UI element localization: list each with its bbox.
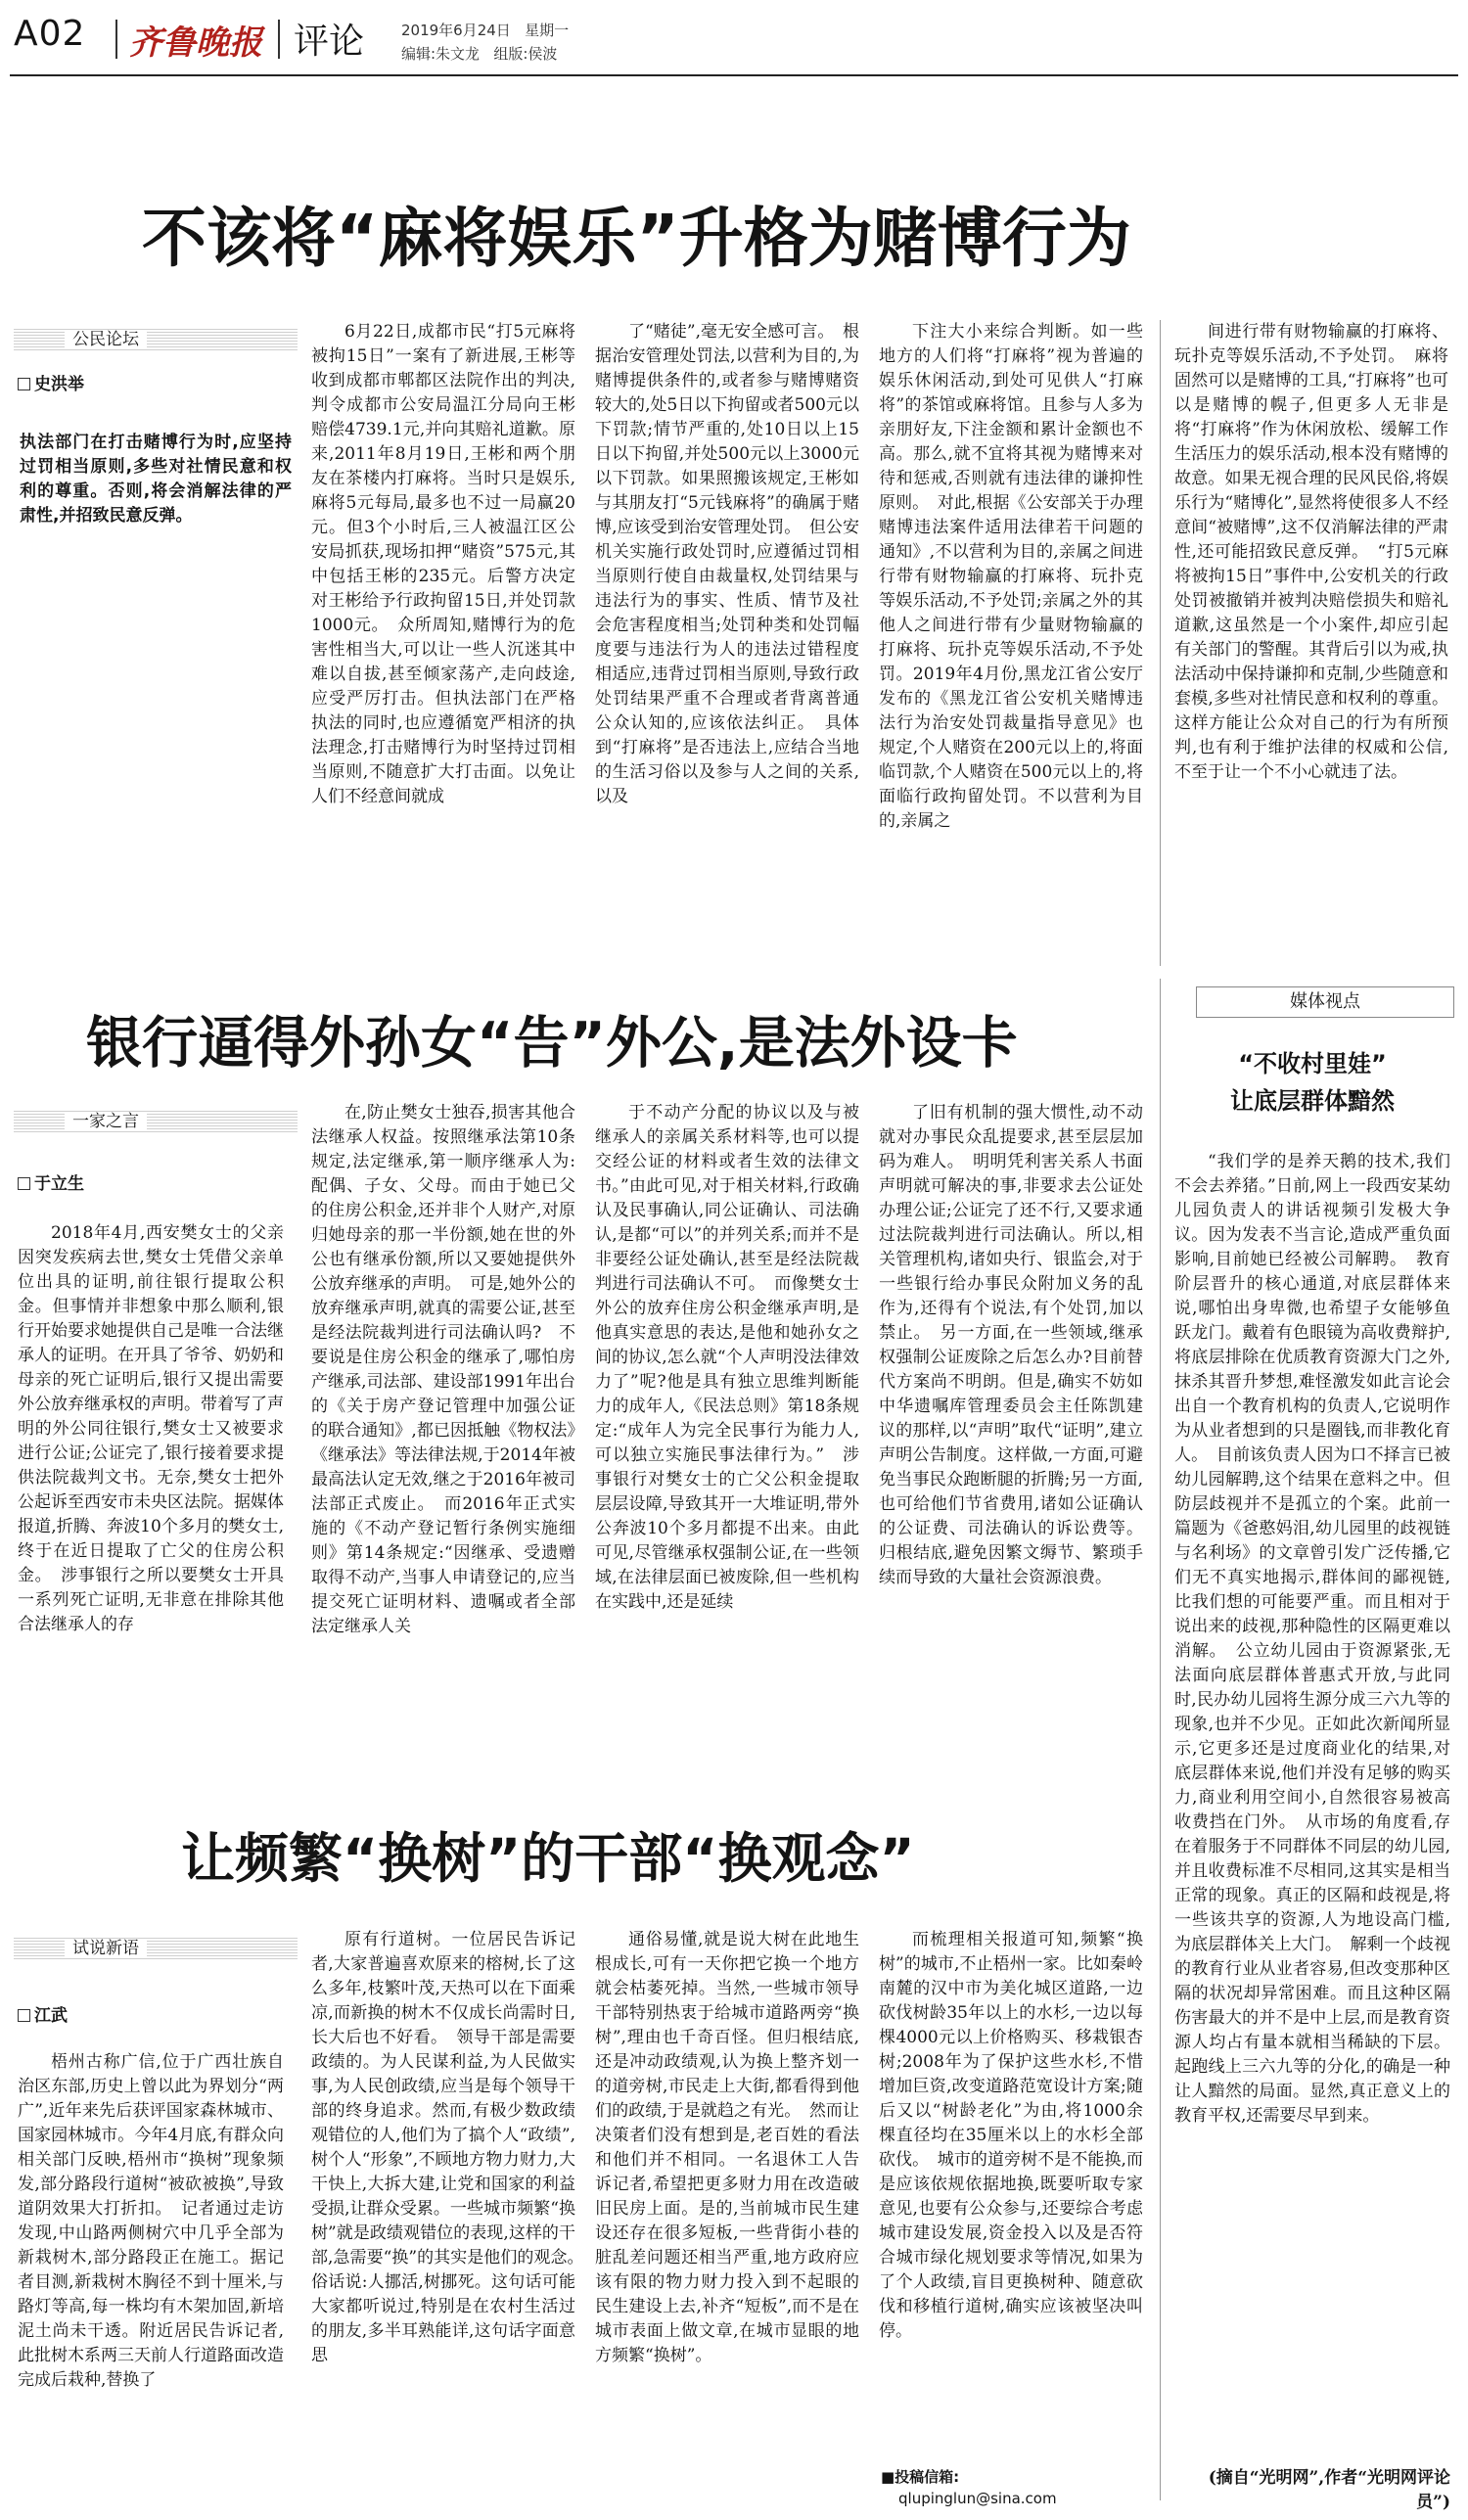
editor-text: 编辑:朱文龙 xyxy=(401,45,481,63)
article1-column-1: 6月22日,成都市民“打5元麻将被拘15日”一案有了新进展,王彬等收到成都市郫都区法院作出的判决,判令成都市公安局温江分局向王彬赔偿4739.1元,并向其赔礼道歉。原来,2011年8月19日,王彬和两个朋友在茶楼内打麻将。当时只是娱乐,麻将5元每局,最多也不过一局赢20元。但3个小时后,三人被温江区公安局抓获,现场扣押“赌资”575元,其中包括王彬的235元。后警方决定对王彬给予行政拘留15日,并处罚款1000元。 众所周知,赌博行为的危害性相当大,可以让一些人沉迷其中难以自拔,甚至倾家荡产,走向歧途,应受严厉打击。但执法部门在严格执法的同时,也应遵循宽严相济的执法理念,打击赌博行为时坚持过罚相当原则,不随意扩大打击面。以免让人们不经意间就成 xyxy=(311,322,575,806)
section-title: 评论 xyxy=(294,22,365,62)
article1-column-4: 间进行带有财物输赢的打麻将、玩扑克等娱乐活动,不予处罚。 麻将固然可以是赌博的工具,“打麻将”也可以是赌博的幌子,但更多人无非是将“打麻将”作为休闲放松、缓解工作生活压力的娱乐活动,根本没有赌博的故意。如果无视合理的民风民俗,将娱乐行为“赌博化”,显然将使很多人不经意间“被赌博”,这不仅消解法律的严肃性,还可能招致民意反弹。 “打5元麻将被拘15日”事件中,公安机关的行政处罚被撤销并被判决赔偿损失和赔礼道歉,这虽然是一个小案件,却应引起有关部门的警醒。其背后引以为戒,执法活动中保持谦抑和克制,少些随意和套模,多些对社情民意和权利的尊重。这样方能让公众对自己的行为有所预判,也有利于维护法律的权威和公信,不至于让一个不小心就违了法。 xyxy=(1174,322,1448,782)
article1-headline: 不该将“麻将娱乐”升格为赌博行为 xyxy=(142,201,1131,276)
article2-divider xyxy=(1160,979,1161,2500)
article2-column-1: 2018年4月,西安樊女士的父亲因突发疾病去世,樊女士凭借父亲单位出具的证明,前往银行提取公积金。但事情并非想象中那么顺利,银行开始要求她提供自己是唯一合法继承人的证明。在开具了爷爷、奶奶和母亲的死亡证明后,银行又提出需要外公放弃继承权的声明。带着写了声明的外公同往银行,樊女士又被要求进行公证;公证完了,银行接着要求提供法院裁判文书。无奈,樊女士把外公起诉至西安市未央区法院。据媒体报道,折腾、奔波10个多月的樊女士,终于在近日提取了亡父的住房公积金。 涉事银行之所以要樊女士开具一系列死亡证明,无非意在排除其他合法继承人的存 xyxy=(18,1223,284,1634)
article4-body: “我们学的是养天鹅的技术,我们不会去养猪。”日前,网上一段西安某幼儿园负责人的讲话视频引发极大争议。因为发表不当言论,造成严重负面影响,目前她已经被公司解聘。 教育阶层晋升的核心通道,对底层群体来说,哪怕出身卑微,也希望子女能够鱼跃龙门。戴着有色眼镜为高收费辩护,将底层排除在优质教育资源大门之外,抹杀其晋升梦想,难怪激发如此言论会出自一个教育机构的负责人,它说明作为从业者想到的只是圈钱,而非教化育人。 目前该负责人因为口不择言已被幼儿园解聘,这个结果在意料之中。但防层歧视并不是孤立的个案。此前一篇题为《爸憨妈泪,幼儿园里的歧视链与名利场》的文章曾引发广泛传播,它们无不真实地揭示,群体间的鄙视链,比我们想的可能要严重。而且相对于说出来的歧视,那种隐性的区隔更难以消解。 公立幼儿园由于资源紧张,无法面向底层群体普惠式开放,与此同时,民办幼儿园将生源分成三六九等的现象,也并不少见。正如此次新闻所显示,它更多还是过度商业化的结果,对底层群体来说,他们并没有足够的购买力,商业利用空间小,自然很容易被高收费挡在门外。 从市场的角度看,存在着服务于不同群体不同层的幼儿园,并且收费标准不尽相同,这其实是相当正常的现象。真正的区隔和歧视是,将一些该共享的资源,人为地设高门槛,为底层群体关上大门。 解剩一个歧视的教育行业从业者容易,但改变那种区隔的状况却异常困难。而且这种区隔伤害最大的并不是中上层,而是教育资源人均占有量本就相当稀缺的下层。起跑线上三六九等的分化,的确是一种让人黯然的局面。显然,真正意义上的教育平权,还需要尽早到来。 xyxy=(1174,1152,1450,2126)
article1-lead: 执法部门在打击赌博行为时,应坚持过罚相当原则,多些对社情民意和权利的尊重。否则,将会消解法律的严肃性,并招致民意反弹。 xyxy=(20,433,292,526)
article2-column-3: 于不动产分配的协议以及与被继承人的亲属关系材料等,也可以提交经公证的材料或者生效的法律文书。”由此可见,对于相关材料,行政确认及民事确认,同公证确认、司法确认,是都“可以”的并列关系;而并不是非要经公证处确认,甚至是经法院裁判进行司法确认不可。 而像樊女士外公的放弃住房公积金继承声明,是他真实意思的表达,是他和她孙女之间的协议,怎么就“个人声明没法律效力了”呢?他是具有独立思维判断能力的成年人,《民法总则》第18条规定:“成年人为完全民事行为能力人,可以独立实施民事法律行为。” 涉事银行对樊女士的亡父公积金提取层层设障,导致其开一大堆证明,带外公奔波10个多月都提不出来。由此可见,尽管继承权强制公证,在一些领域,在法律层面已被废除,但一些机构在实践中,还是延续 xyxy=(595,1103,859,1612)
submission-contact xyxy=(881,2466,1057,2509)
article2-column-2: 在,防止樊女士独吞,损害其他合法继承人权益。按照继承法第10条规定,法定继承,第一顺序继承人为:配偶、子女、父母。而由于她已父的住房公积金,还并非个人财产,对原归她母亲的那一半份额,她在世的外公也有继承份额,所以又要她提供外公放弃继承的声明。 可是,她外公的放弃继承声明,就真的需要公证,甚至是经法院裁判进行司法确认吗? 不要说是住房公积金的继承了,哪怕房产继承,司法部、建设部1991年出台的《关于房产登记管理中加强公证的联合通知》,都已因抵触《物权法》《继承法》等法律法规,于2014年被最高法认定无效,继之于2016年被司法部正式废止。 而2016年正式实施的《不动产登记暂行条例实施细则》第14条规定:“因继承、受遗赠取得不动产,当事人申请登记的,应当提交死亡证明材料、遗嘱或者全部法定继承人关 xyxy=(311,1103,575,1636)
article3-headline: 让频繁“换树”的干部“换观念” xyxy=(181,1827,915,1890)
page-number: A02 xyxy=(14,14,86,54)
article1-column-tag: 公民论坛 xyxy=(14,329,298,350)
layout-text: 组版:侯波 xyxy=(493,45,558,63)
contact-label: ■投稿信箱: xyxy=(881,2468,960,2486)
weekday-text: 星期一 xyxy=(525,22,570,39)
masthead-rule xyxy=(10,74,1458,76)
article1-column-2: 了“赌徒”,毫无安全感可言。 根据治安管理处罚法,以营利为目的,为赌博提供条件的,或者参与赌博赌资较大的,处5日以下拘留或者500元以下罚款;情节严重的,处10日以上15日以下拘留,并处500元以上3000元以下罚款。如果照搬该规定,王彬如与其朋友打“5元钱麻将”的确属于赌博,应该受到治安管理处罚。 但公安机关实施行政处罚时,应遵循过罚相当原则行使自由裁量权,处罚结果与违法行为的事实、性质、情节及社会危害程度相当;处罚种类和处罚幅度要与违法行为人的违法过错程度相适应,违背过罚相当原则,导致行政处罚结果严重不合理或者背离普通公众认知的,应该依法纠正。 具体到“打麻将”是否违法上,应结合当地的生活习俗以及参与人之间的关系,以及 xyxy=(595,322,859,806)
date-text: 2019年6月24日 xyxy=(401,22,511,39)
article3-author: 江武 xyxy=(18,2001,68,2026)
article1-column-3: 下注大小来综合判断。如一些地方的人们将“打麻将”视为普遍的娱乐休闲活动,到处可见供人“打麻将”的茶馆或麻将馆。且参与人多为亲朋好友,下注金额和累计金额也不高。那么,就不宜将其视为赌博来对待和惩戒,否则就有违法律的谦抑性原则。 对此,根据《公安部关于办理赌博违法案件适用法律若干问题的通知》,不以营利为目的,亲属之间进行带有财物输赢的打麻将、玩扑克等娱乐活动,不予处罚;亲属之外的其他人之间进行带有少量财物输赢的打麻将、玩扑克等娱乐活动,不予处罚。2019年4月份,黑龙江省公安厅发布的《黑龙江省公安机关赌博违法行为治安处罚裁量指导意见》也规定,个人赌资在200元以上的,将面临罚款,个人赌资在500元以上的,将面临行政拘留处罚。不以营利为目的,亲属之 xyxy=(879,322,1143,831)
issue-date xyxy=(401,20,569,40)
article2-headline: 银行逼得外孙女“告”外公,是法外设卡 xyxy=(86,1011,1018,1076)
article1-divider xyxy=(1160,320,1161,966)
article3-column-tag: 试说新语 xyxy=(14,1938,298,1959)
article2-column-tag: 一家之言 xyxy=(14,1111,298,1132)
editor-credits xyxy=(401,43,557,64)
article3-column-4: 而梳理相关报道可知,频繁“换树”的城市,不止梧州一家。比如秦岭南麓的汉中市为美化城区道路,一边砍伐树龄35年以上的水杉,一边以每棵4000元以上价格购买、移栽银杏树;2008年为了保护这些水杉,不惜增加巨资,改变道路范宽设计方案;随后又以“树龄老化”为由,将1000余棵直径均在35厘米以上的水杉全部砍伐。 城市的道旁树不是不能换,而是应该依规依据地换,既要听取专家意见,也要有公众参与,还要综合考虑城市建设发展,资金投入以及是否符合城市绿化规划要求等情况,如果为了个人政绩,盲目更换树种、随意砍伐和移植行道树,确实应该被坚决叫停。 xyxy=(879,1930,1143,2341)
article1-author: 史洪举 xyxy=(18,370,84,394)
paper-logo: 齐鲁晚报 xyxy=(129,23,262,63)
article4-column-tag: 媒体视点 xyxy=(1196,986,1454,1018)
masthead-divider xyxy=(278,20,280,59)
article4-headline-line2: 让底层群体黯然 xyxy=(1230,1087,1395,1115)
article3-column-3: 通俗易懂,就是说大树在此地生根成长,可有一天你把它换一个地方就会枯萎死掉。当然,一些城市领导干部特别热衷于给城市道路两旁“换树”,理由也千奇百怪。但归根结底,还是冲动政绩观,认为换上整齐划一的道旁树,市民走上大街,都看得到他们的政绩,于是就趋之有光。 然而让决策者们没有想到是,老百姓的看法和他们并不相同。一名退休工人告诉记者,希望把更多财力用在改造破旧民房上面。是的,当前城市民生建设还存在很多短板,一些背街小巷的脏乱差问题还相当严重,地方政府应该有限的物力财力投入到不起眼的民生建设上去,补齐“短板”,而不是在城市表面上做文章,在城市显眼的地方频繁“换树”。 xyxy=(595,1930,859,2365)
article4-source: (摘自“光明网”,作者“光明网评论员”) xyxy=(1208,2468,1450,2512)
article2-column-4: 了旧有机制的强大惯性,动不动就对办事民众乱提要求,甚至层层加码为难人。 明明凭利害关系人书面声明就可解决的事,非要求去公证处办理公证;公证完了还不行,又要求通过法院裁判进行司法确认。所以,相关管理机构,诸如央行、银监会,对于一些银行给办事民众附加义务的乱作为,还得有个说法,有个处罚,加以禁止。 另一方面,在一些领域,继承权强制公证废除之后怎么办?目前替代方案尚不明朗。但是,确实不妨如中华遗嘱库管理委员会主任陈凯建议的那样,以“声明”取代“证明”,建立声明公告制度。这样做,一方面,可避免当事民众跑断腿的折腾;另一方面,也可给他们节省费用,诸如公证确认的公证费、司法确认的诉讼费等。归根结底,避免因繁文缛节、繁琐手续而导致的大量社会资源浪费。 xyxy=(879,1103,1143,1587)
article4-headline xyxy=(1174,1045,1450,1120)
article3-column-2: 原有行道树。一位居民告诉记者,大家普遍喜欢原来的榕树,长了这么多年,枝繁叶茂,天热可以在下面乘凉,而新换的树木不仅成长尚需时日,长大后也不好看。 领导干部是需要政绩的。为人民谋利益,为人民做实事,为人民创政绩,应当是每个领导干部的终身追求。然而,有极少数政绩观错位的人,他们为了搞个人“政绩”,树个人“形象”,不顾地方物力财力,大干快上,大拆大建,让党和国家的利益受损,让群众受累。一些城市频繁“换树”就是政绩观错位的表现,这样的干部,急需要“换”的其实是他们的观念。 俗话说:人挪活,树挪死。这句话可能大家都听说过,特别是在农村生活过的朋友,多半耳熟能详,这句话字面意思 xyxy=(311,1930,592,2365)
article4-headline-line1: “不收村里娃” xyxy=(1238,1050,1387,1077)
contact-email: qlupinglun@sina.com xyxy=(898,2490,1057,2507)
masthead-divider xyxy=(115,20,117,59)
article2-author: 于立生 xyxy=(18,1169,84,1194)
article3-column-1: 梧州古称广信,位于广西壮族自治区东部,历史上曾以此为界划分“两广”,近年来先后获评国家森林城市、国家园林城市。今年4月底,有群众向相关部门反映,梧州市“换树”现象频发,部分路段行道树“被砍被换”,导致道阴效果大打折扣。 记者通过走访发现,中山路两侧树穴中几乎全部为新栽树木,部分路段正在施工。据记者目测,新栽树木胸径不到十厘米,与路灯等高,每一株均有木架加固,新培泥土尚未干透。附近居民告诉记者,此批树木系两三天前人行道路面改造完成后栽种,替换了 xyxy=(18,2052,284,2390)
